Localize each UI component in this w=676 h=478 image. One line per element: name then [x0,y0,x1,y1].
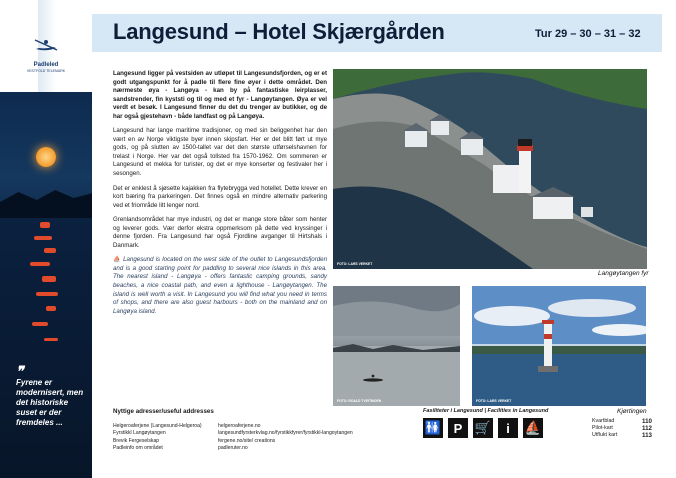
kjortingen-photo [472,286,646,406]
tour-numbers: Tur 29 – 30 – 31 – 32 [535,28,641,40]
logo-name: Padleled [33,62,59,68]
facility-icons [423,418,543,438]
facilities-title: Fasiliteter i Langesund | Facilities in Langesund [423,408,549,414]
photo-credit: FOTO: LARS VERKET [476,399,512,403]
useful-names [113,423,223,453]
map-row: Utflukt kart 113 [592,432,652,440]
kayak-icon: ⛵ [113,256,122,264]
useful-name: Padleinfo om området [113,445,163,452]
main-photo-caption: Langøytangen fyr [598,270,649,277]
kayak-paddler-icon [33,38,59,52]
kayaker-photo [333,286,460,406]
photo-credit: FOTO: ROALD TVEITMOEN [337,399,382,403]
page-title: Langesund – Hotel Skjærgården [113,19,445,44]
info-icon: i [498,418,518,438]
history-paragraph: Langesund har lange maritime tradisjoner, og med sin beliggenhet har den vært en av Norge viktigste byer innen skipsfart. Her er det blitt ført ut mye gods, og på slutten av 1500-tallet var det den største utførselshavnen for trelast i Norge. Her var det også tollsted fra 1570-1962. Om sommeren er Langesund et mekka for turister, og det er mye konserter og festivaler her i sesongen. [113,127,327,178]
map-row: Kvartblad 110 [592,418,652,425]
article-text [113,70,327,322]
side-photo-caption: Kjørtingen [617,408,647,415]
useful-name: Helgeroaferjene (Langesund-Helgeroa) [113,423,202,429]
useful-link[interactable]: langesundfyrsterkvlag.no/fyrstikkfyrer/fyrstikkl-langoytangen [218,430,353,437]
useful-link[interactable]: helgeroaferjene.no [218,423,261,429]
traffic-paragraph: Grenlandsområdet har mye industri, og det er mange store båter som henter og leverer gods. Vær derfor ekstra oppmerksom på dette ved kryssinger i denne fjorden. Fra Langesund har også Fjordline avganger til Hirtshals i Danmark. [113,216,327,249]
english-text: Langesund is located on the west side of the outlet to Langesundsfjorden and is a good starting point for paddling to several nice islands in this area. The nearest island - Langøya - offers fantastic camping grounds, sandy beaches, a nice coastal path, and even a lighthouse - Langøytangen. The island is well worth a visit. In Langesund you will find what you need in terms of shops, and there are also guest harbours - both on the mainland and on Langøya island. [113,256,327,315]
map-row: Pilot-kart 112 [592,425,652,433]
useful-name: Fyrstikkl Langøytangen [113,430,166,437]
launch-paragraph: Det er enklest å sjøsette kajakken fra flytebrygga ved hotellet. Dette krever en kort bæring fra parkeringen. Det finnes også en mindre alternativ parkering ved et friområde litt lenger nord. [113,184,327,209]
pull-quote [16,363,86,428]
moon [36,147,56,167]
english-summary [113,256,327,316]
lighthouse-photo [333,69,647,269]
left-strip [0,0,92,478]
parking-icon: P [448,418,468,438]
quote-text: Fyrene er modernisert, men det historiske suset er der fremdeles ... [16,378,84,427]
logo-sub: VESTFOLD TELEMARK [26,69,66,73]
photo-credit: FOTO: LARS VERKET [337,262,373,266]
useful-link[interactable]: fergene.no/site/ creations [218,437,276,444]
logo [0,0,92,92]
intro-paragraph: Langesund ligger på vestsiden av utløpet til Langesundsfjorden, og er et godt utgangspunkt for å padle til flere fine øyer i dette området. Den nærmeste øya - Langøya - kan by på fantastiske leirplasser, sandstrender, fin kyststi og til og med et fyr - Langøytangen. Øya er vel verdt et besøk. I Langesund finner du det du trenger av butikker, og de har også gjestehavn - både landfast og på Langøya. [113,70,327,120]
quote-mark-icon: ❞ [16,363,24,379]
useful-heading: Nyttige adresser/useful addresses [113,408,214,415]
useful-link[interactable]: padleruter.no [218,445,248,452]
map-references [592,418,652,440]
water [0,218,92,478]
useful-links [218,423,398,453]
shopping-cart-icon: 🛒 [473,418,493,438]
toilet-icon: 🚻 [423,418,443,438]
boat-ramp-icon: ⛵ [523,418,543,438]
useful-name: Brevik Fergeselskap [113,437,160,444]
